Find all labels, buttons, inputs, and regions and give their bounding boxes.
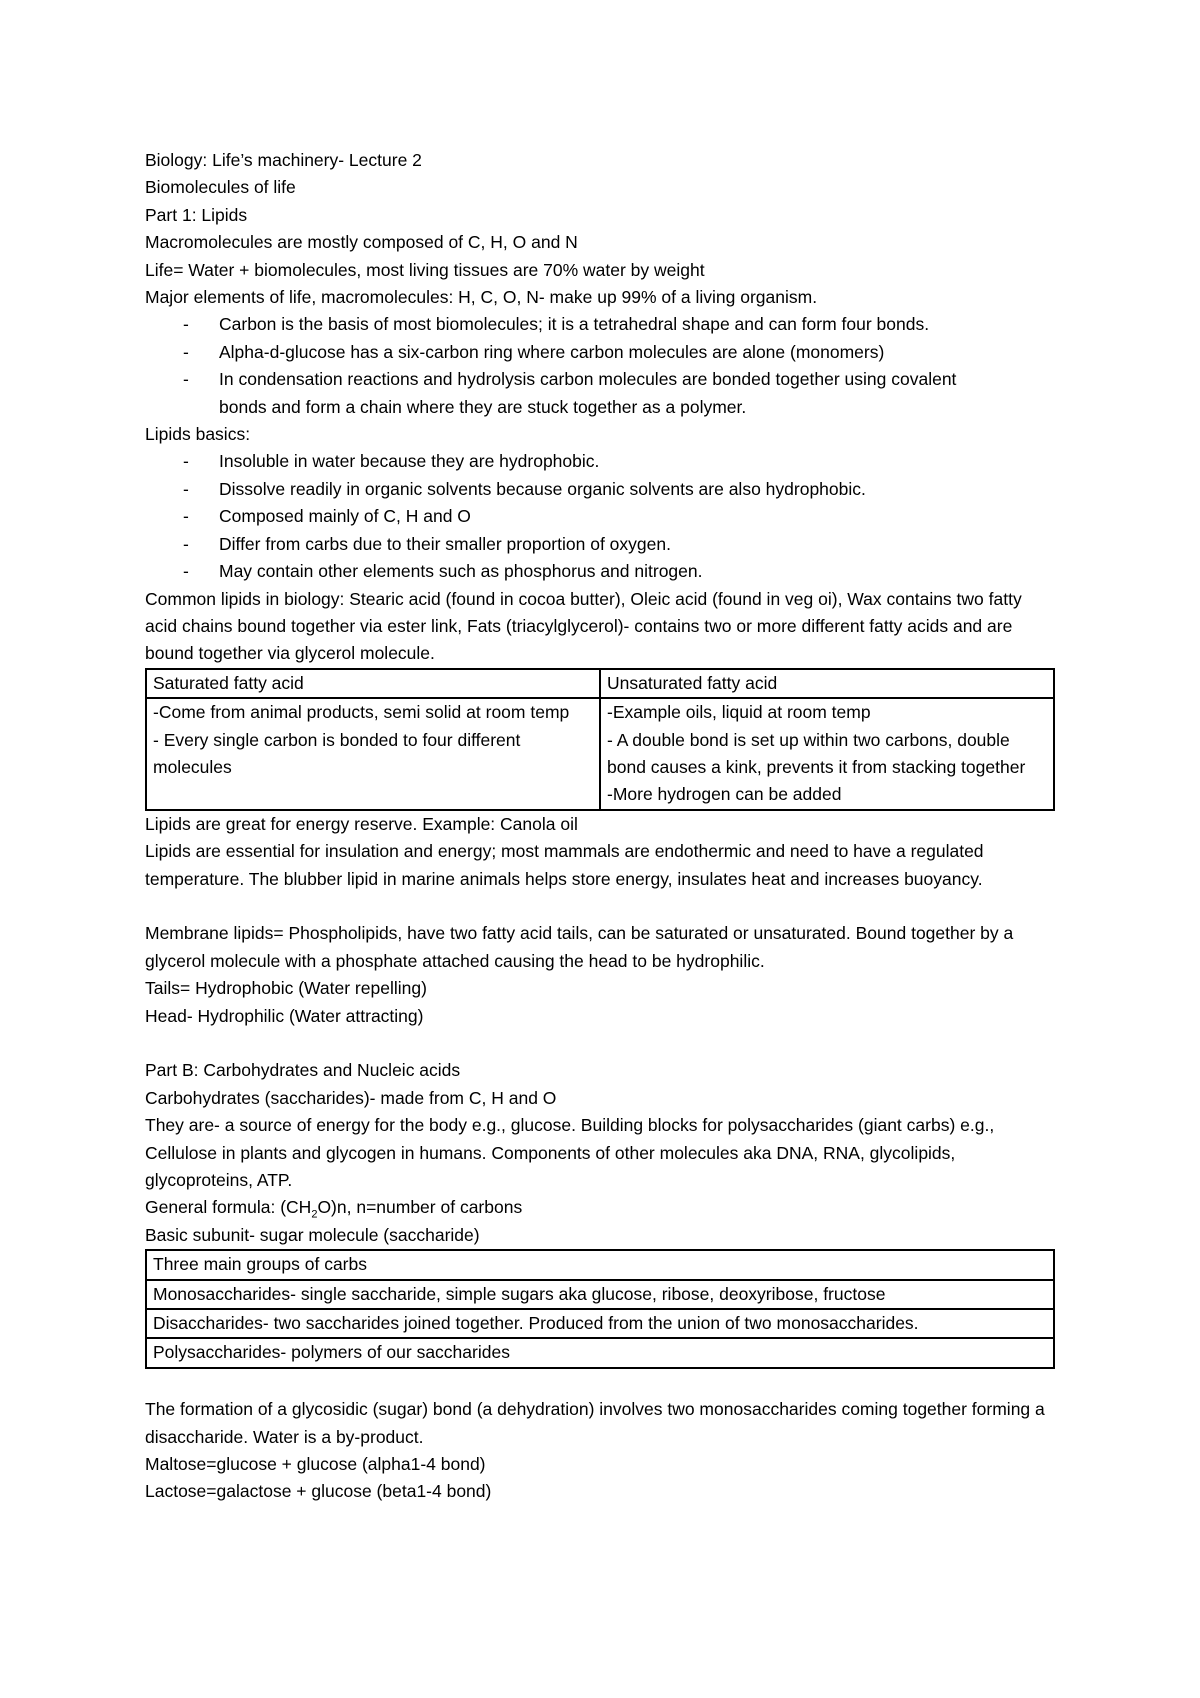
list-item: - Composed mainly of C, H and O <box>145 503 1055 530</box>
table-header-cell: Unsaturated fatty acid <box>600 669 1054 698</box>
table-row <box>146 1280 1054 1309</box>
lipids-basics-heading: Lipids basics: <box>145 424 251 445</box>
unsaturated-point-2: - A double bond is set up within two carbons, double bond causes a kink, prevents it from stacking together <box>607 729 1026 777</box>
dash-icon: - <box>183 369 189 390</box>
table-cell: Monosaccharides- single saccharide, simple sugars aka glucose, ribose, deoxyribose, fructose <box>146 1280 1054 1309</box>
dash-icon: - <box>183 451 189 472</box>
table-row <box>146 669 1054 698</box>
table-cell: Disaccharides- two saccharides joined together. Produced from the union of two monosaccharides. <box>146 1309 1054 1338</box>
partB-heading: Part B: Carbohydrates and Nucleic acids <box>145 1060 461 1081</box>
dash-icon: - <box>183 561 189 582</box>
table-row <box>146 1338 1054 1367</box>
saturated-point-1: -Come from animal products, semi solid at room temp <box>153 702 570 723</box>
table-row <box>146 698 1054 810</box>
maltose-line: Maltose=glucose + glucose (alpha1-4 bond) <box>145 1454 486 1475</box>
blank-line <box>145 1369 1055 1396</box>
blank-line <box>145 1030 1055 1057</box>
common-lipids-paragraph: Common lipids in biology: Stearic acid (found in cocoa butter), Oleic acid (found in veg oi), Wax contains two fatty acid chains bound together via ester link, Fats (triacylglycerol)- contains two or more different fatty acids and are bound together via glycerol molecule. <box>145 588 1022 664</box>
list-item: - Carbon is the basis of most biomolecules; it is a tetrahedral shape and can form four bonds. <box>145 311 1055 338</box>
intro-line-1: Macromolecules are mostly composed of C, H, O and N <box>145 232 578 253</box>
lactose-line: Lactose=galactose + glucose (beta1-4 bond) <box>145 1481 492 1502</box>
table-cell: Polysaccharides- polymers of our saccharides <box>146 1338 1054 1367</box>
carbs-definition: Carbohydrates (saccharides)- made from C, H and O <box>145 1087 557 1108</box>
table-row <box>146 1250 1054 1279</box>
dash-icon: - <box>183 478 189 499</box>
list-item: - In condensation reactions and hydrolysis carbon molecules are bonded together using covalent bonds and form a chain where they are stuck together as a polymer. <box>145 366 1055 421</box>
dash-icon: - <box>183 533 189 554</box>
fatty-acid-table <box>145 668 1055 811</box>
energy-line-1: Lipids are great for energy reserve. Example: Canola oil <box>145 813 578 834</box>
unsaturated-point-3: -More hydrogen can be added <box>607 784 842 805</box>
list-item: - Alpha-d-glucose has a six-carbon ring where carbon molecules are alone (monomers) <box>145 339 1055 366</box>
list-item: - Dissolve readily in organic solvents because organic solvents are also hydrophobic. <box>145 476 1055 503</box>
dash-icon: - <box>183 506 189 527</box>
glycosidic-paragraph: The formation of a glycosidic (sugar) bond (a dehydration) involves two monosaccharides coming together forming a disaccharide. Water is a by-product. <box>145 1399 1045 1447</box>
membrane-tails: Tails= Hydrophobic (Water repelling) <box>145 978 427 999</box>
list-item: - May contain other elements such as phosphorus and nitrogen. <box>145 558 1055 585</box>
table-row <box>146 1309 1054 1338</box>
intro-line-3: Major elements of life, macromolecules: H, C, O, N- make up 99% of a living organism. <box>145 287 818 308</box>
dash-icon: - <box>183 341 189 362</box>
membrane-head: Head- Hydrophilic (Water attracting) <box>145 1005 424 1026</box>
lecture-title: Biology: Life’s machinery- Lecture 2 <box>145 150 422 170</box>
carbs-roles-paragraph: They are- a source of energy for the body e.g., glucose. Building blocks for polysaccharides (giant carbs) e.g., Cellulose in plants and glycogen in humans. Components of other molecules aka DNA, RNA, glycolipids, glycoproteins, ATP. <box>145 1115 995 1190</box>
energy-paragraph: Lipids are essential for insulation and energy; most mammals are endothermic and need to have a regulated temperature. The blubber lipid in marine animals helps store energy, insulates heat and increases buoyancy. <box>145 841 984 889</box>
unsaturated-point-1: -Example oils, liquid at room temp <box>607 702 871 723</box>
dash-icon: - <box>183 314 189 335</box>
membrane-paragraph: Membrane lipids= Phospholipids, have two fatty acid tails, can be saturated or unsaturated. Bound together by a glycerol molecule with a phosphate attached causing the head to be hydrophilic. <box>145 923 1014 971</box>
table-header-cell: Saturated fatty acid <box>146 669 600 698</box>
part1-heading: Part 1: Lipids <box>145 204 248 225</box>
lecture-subtitle: Biomolecules of life <box>145 177 296 198</box>
general-formula: General formula: $(CH_2O)n$, n=number of carbons <box>145 1197 523 1221</box>
intro-line-2: Life= Water + biomolecules, most living tissues are 70% water by weight <box>145 259 705 280</box>
table-cell <box>146 698 600 810</box>
table-cell: Three main groups of carbs <box>146 1250 1054 1279</box>
intro-bullet-list <box>145 311 1055 421</box>
saturated-point-2: - Every single carbon is bonded to four different molecules <box>153 729 521 777</box>
lipids-basics-list <box>145 448 1055 585</box>
document-body <box>145 147 1055 1506</box>
carbs-groups-table <box>145 1249 1055 1369</box>
table-cell <box>600 698 1054 810</box>
list-item: - Differ from carbs due to their smaller proportion of oxygen. <box>145 531 1055 558</box>
basic-subunit: Basic subunit- sugar molecule (saccharide) <box>145 1224 480 1245</box>
blank-line <box>145 893 1055 920</box>
list-item: - Insoluble in water because they are hydrophobic. <box>145 448 1055 475</box>
